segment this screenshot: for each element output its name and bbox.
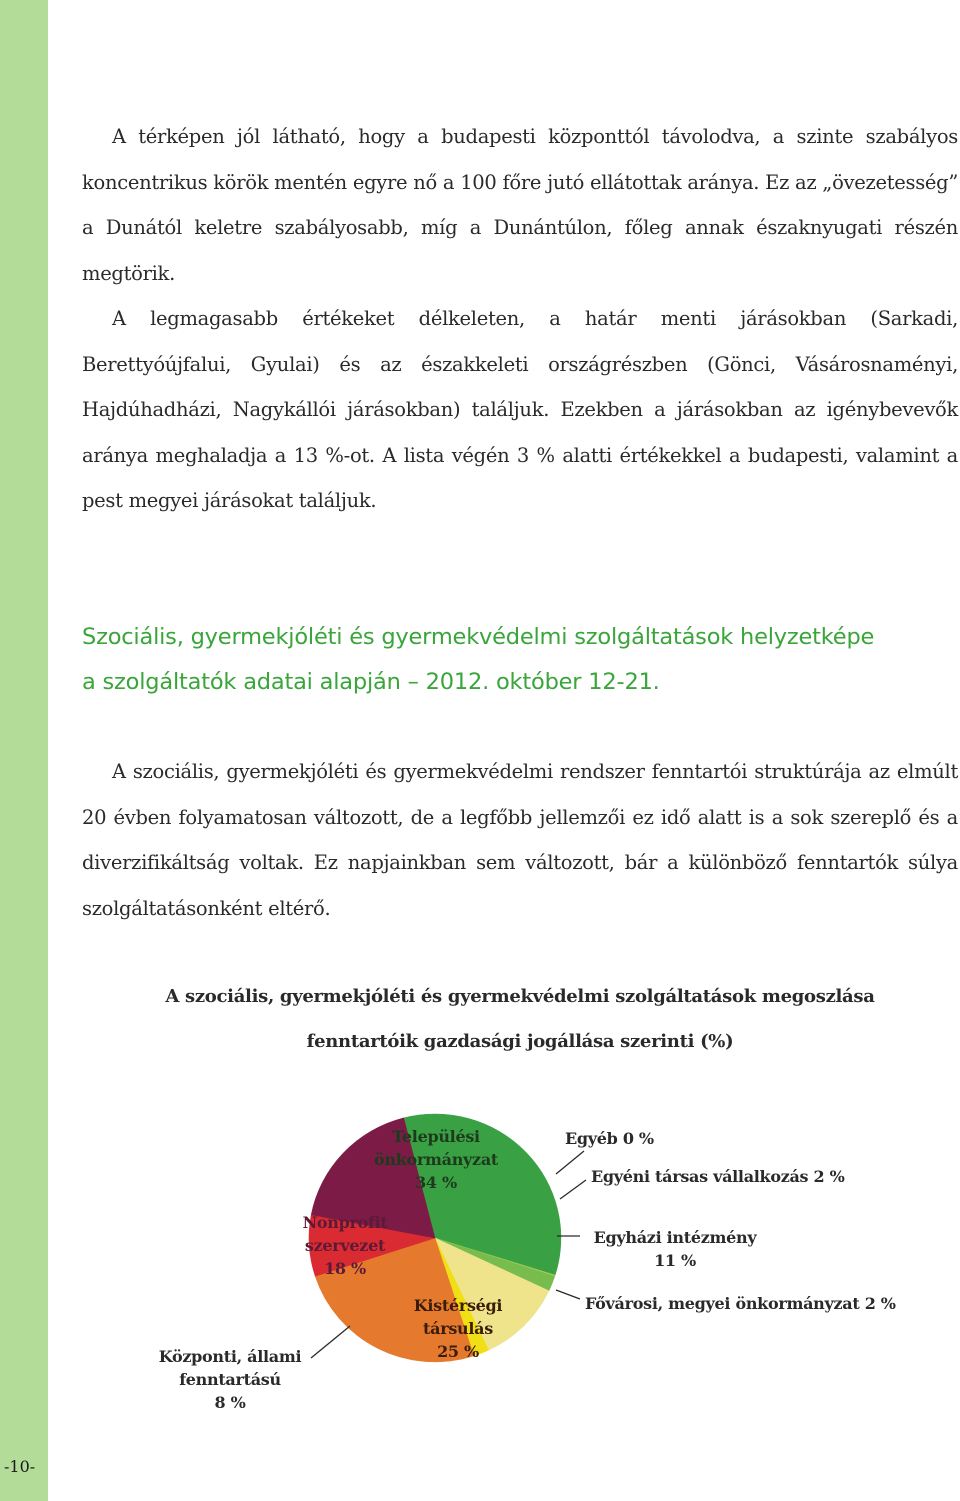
label-line: Egyéb 0 % <box>565 1129 654 1148</box>
label-line: önkormányzat <box>374 1150 498 1169</box>
label-value: 11 % <box>654 1251 696 1270</box>
section-heading-line-2: a szolgáltatók adatai alapján – 2012. október 12-21. <box>82 669 660 695</box>
label-value: 34 % <box>415 1173 457 1192</box>
chart-title-line-2: fenntartóik gazdasági jogállása szerinti (%) <box>306 1031 734 1052</box>
label-value: 18 % <box>324 1259 366 1278</box>
label-line: Egyházi intézmény <box>593 1228 757 1247</box>
paragraph-1: A térképen jól látható, hogy a budapesti központtól távolodva, a szinte szabályos koncentrikus körök mentén egyre nő a 100 főre jutó ellátottak aránya. Ez az „övezetesség” a Dunától keletre szabályosabb, míg a Dunántúlon, főleg annak északnyugati részén megtörik. <box>82 125 958 285</box>
label-line: társulás <box>423 1319 493 1338</box>
section-heading-line-1: Szociális, gyermekjóléti és gyermekvédelmi szolgáltatások helyzetképe <box>82 624 875 650</box>
label-line: Fővárosi, megyei önkormányzat 2 % <box>585 1294 896 1313</box>
label-line: Központi, állami <box>158 1347 302 1366</box>
slice-label-nonprofit-szervezet <box>284 1211 406 1280</box>
chart-title-line-1: A szociális, gyermekjóléti és gyermekvédelmi szolgáltatások megoszlása <box>165 986 875 1007</box>
label-line: fenntartású <box>179 1370 281 1389</box>
label-value: 8 % <box>214 1393 246 1412</box>
label-value: 25 % <box>437 1342 479 1361</box>
label-line: Egyéni társas vállalkozás 2 % <box>591 1167 845 1186</box>
slice-label-kozponti-allami <box>140 1345 320 1414</box>
label-line: Nonprofit <box>302 1213 388 1232</box>
slice-label-kistersegi-tarsulas <box>396 1294 520 1363</box>
leader-line-fovarosi <box>556 1290 580 1299</box>
label-line: szervezet <box>304 1236 386 1255</box>
leader-line-egyeb <box>556 1151 584 1174</box>
slice-label-egyeni-tarsas-vallalkozas <box>591 1165 845 1188</box>
label-line: Települési <box>392 1127 480 1146</box>
paragraph-2: A legmagasabb értékeket délkeleten, a határ menti járásokban (Sarkadi, Berettyóújfalui, Gyulai) és az északkeleti országrészben (Gönci, Vásárosnaményi, Hajdúhadházi, Nagykállói járásokban) találjuk. Ezekben a járásokban az igénybevevők aránya meghaladja a 13 %-ot. A lista végén 3 % alatti értékekkel a budapesti, valamint a pest megyei járásokat találjuk. <box>82 307 958 512</box>
slice-label-telepulesi-onkormanyzat <box>356 1125 516 1194</box>
slice-label-egyhazi-intezmeny <box>585 1226 765 1272</box>
slice-label-fovarosi-megyei-onkormanyzat <box>585 1292 896 1315</box>
label-line: Kistérségi <box>413 1296 503 1315</box>
leader-line-egyeni <box>560 1180 586 1199</box>
paragraph-3: A szociális, gyermekjóléti és gyermekvédelmi rendszer fenntartói struktúrája az elmúlt 20 évben folyamatosan változott, de a legfőbb jellemzői ez idő alatt is a sok szereplő és a diverzifikáltság voltak. Ez napjainkban sem változott, bár a különböző fenntartók súlya szolgáltatásonként eltérő. <box>82 760 958 920</box>
slice-label-egyeb <box>565 1127 654 1150</box>
page-number: -10- <box>4 1457 36 1476</box>
